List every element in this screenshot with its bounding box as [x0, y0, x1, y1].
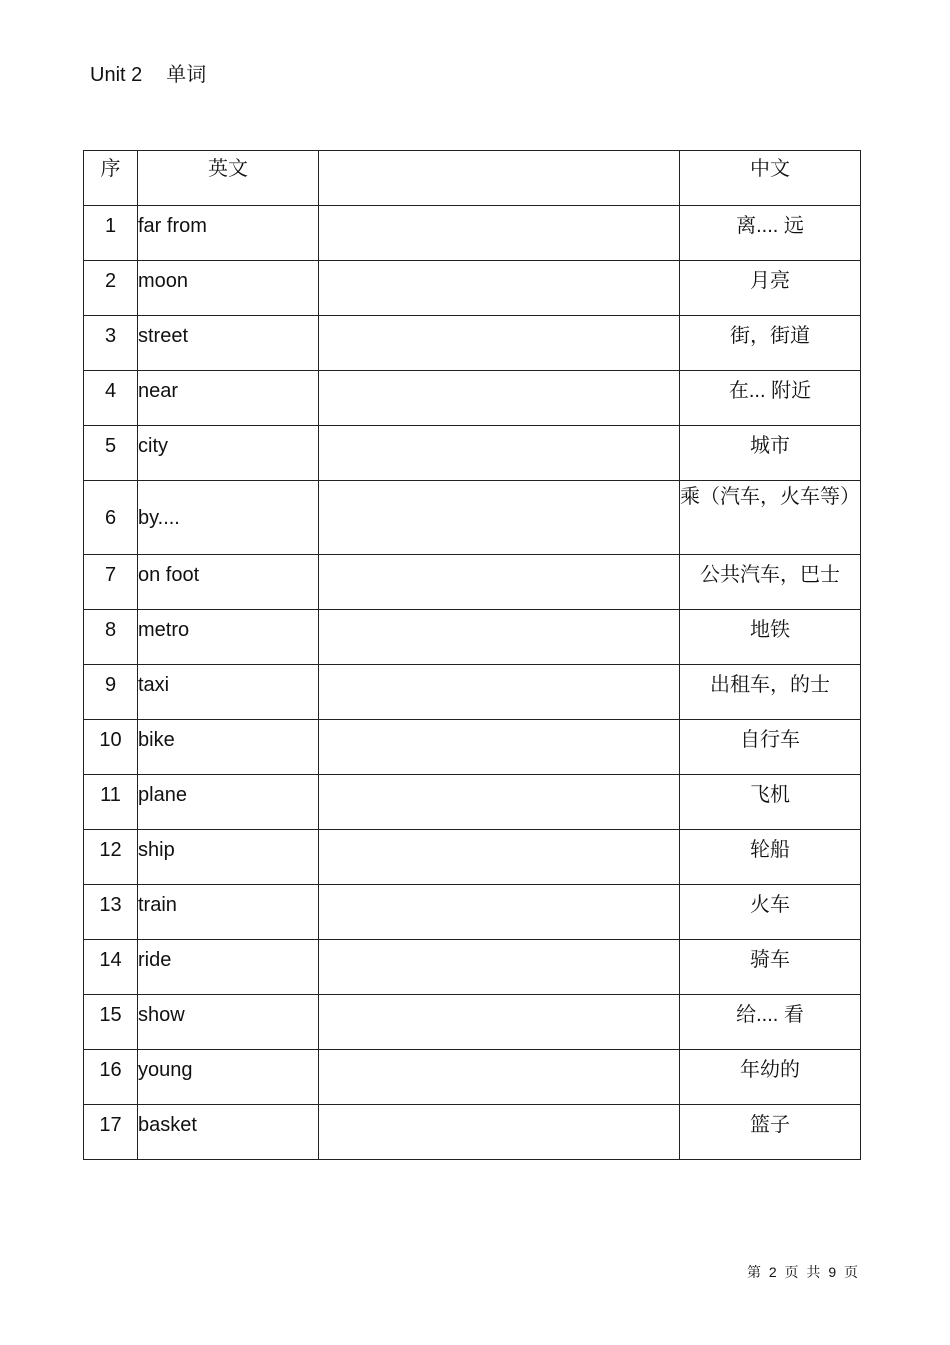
table-row [84, 426, 861, 481]
table-row [84, 665, 861, 720]
english-word: ride [138, 940, 319, 995]
blank-cell [319, 940, 680, 995]
table-row [84, 940, 861, 995]
english-word: train [138, 885, 319, 940]
english-word: metro [138, 610, 319, 665]
table-row [84, 610, 861, 665]
table-row [84, 1105, 861, 1160]
column-header-number: 序 [84, 151, 138, 206]
row-number: 1 [84, 206, 138, 261]
blank-cell [319, 995, 680, 1050]
chinese-meaning: 在... 附近 [680, 371, 861, 426]
english-word: far from [138, 206, 319, 261]
table-row [84, 775, 861, 830]
row-number: 11 [84, 775, 138, 830]
english-word: young [138, 1050, 319, 1105]
english-word: by.... [138, 481, 319, 555]
chinese-meaning: 飞机 [680, 775, 861, 830]
english-word: city [138, 426, 319, 481]
table-row [84, 481, 861, 555]
chinese-meaning: 轮船 [680, 830, 861, 885]
row-number: 8 [84, 610, 138, 665]
table-row [84, 206, 861, 261]
chinese-meaning: 城市 [680, 426, 861, 481]
row-number: 7 [84, 555, 138, 610]
blank-cell [319, 775, 680, 830]
blank-cell [319, 206, 680, 261]
blank-cell [319, 1105, 680, 1160]
table-row [84, 830, 861, 885]
chinese-meaning: 离.... 远 [680, 206, 861, 261]
row-number: 15 [84, 995, 138, 1050]
chinese-meaning: 篮子 [680, 1105, 861, 1160]
row-number: 12 [84, 830, 138, 885]
column-header-chinese: 中文 [680, 151, 861, 206]
chinese-meaning: 公共汽车，巴士 [680, 555, 861, 610]
row-number: 9 [84, 665, 138, 720]
page-title [90, 63, 206, 87]
blank-cell [319, 1050, 680, 1105]
column-header-blank [319, 151, 680, 206]
english-word: plane [138, 775, 319, 830]
blank-cell [319, 885, 680, 940]
table-row [84, 555, 861, 610]
title-word: 单词 [166, 64, 207, 86]
blank-cell [319, 316, 680, 371]
row-number: 2 [84, 261, 138, 316]
chinese-meaning: 骑车 [680, 940, 861, 995]
row-number: 4 [84, 371, 138, 426]
row-number: 14 [84, 940, 138, 995]
chinese-meaning: 年幼的 [680, 1050, 861, 1105]
chinese-meaning: 出租车，的士 [680, 665, 861, 720]
english-word: basket [138, 1105, 319, 1160]
blank-cell [319, 665, 680, 720]
english-word: near [138, 371, 319, 426]
row-number: 6 [84, 481, 138, 555]
table-header-row [84, 151, 861, 206]
row-number: 10 [84, 720, 138, 775]
blank-cell [319, 720, 680, 775]
english-word: taxi [138, 665, 319, 720]
english-word: street [138, 316, 319, 371]
vocabulary-table [83, 150, 861, 1160]
blank-cell [319, 481, 680, 555]
blank-cell [319, 830, 680, 885]
blank-cell [319, 610, 680, 665]
chinese-meaning: 地铁 [680, 610, 861, 665]
english-word: show [138, 995, 319, 1050]
english-word: ship [138, 830, 319, 885]
blank-cell [319, 261, 680, 316]
blank-cell [319, 426, 680, 481]
chinese-meaning: 火车 [680, 885, 861, 940]
blank-cell [319, 371, 680, 426]
chinese-meaning: 自行车 [680, 720, 861, 775]
page-number-footer: 第 2 页 共 9 页 [746, 1264, 858, 1280]
table-row [84, 371, 861, 426]
table-row [84, 1050, 861, 1105]
table-row [84, 720, 861, 775]
row-number: 5 [84, 426, 138, 481]
table-row [84, 995, 861, 1050]
blank-cell [319, 555, 680, 610]
table-row [84, 261, 861, 316]
chinese-meaning: 月亮 [680, 261, 861, 316]
english-word: moon [138, 261, 319, 316]
table-row [84, 885, 861, 940]
column-header-english: 英文 [138, 151, 319, 206]
english-word: on foot [138, 555, 319, 610]
row-number: 13 [84, 885, 138, 940]
chinese-meaning: 乘（汽车，火车等） [680, 481, 861, 555]
row-number: 3 [84, 316, 138, 371]
chinese-meaning: 街，街道 [680, 316, 861, 371]
table-row [84, 316, 861, 371]
english-word: bike [138, 720, 319, 775]
row-number: 16 [84, 1050, 138, 1105]
unit-label: Unit 2 [90, 64, 143, 86]
row-number: 17 [84, 1105, 138, 1160]
chinese-meaning: 给.... 看 [680, 995, 861, 1050]
